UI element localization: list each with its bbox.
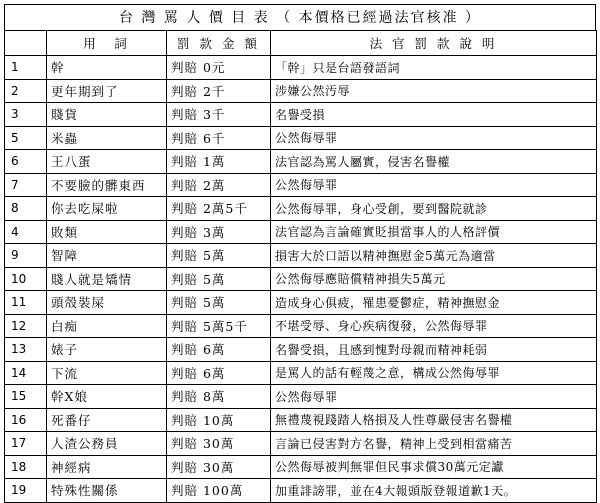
term-cell: 敗類 [47, 220, 167, 244]
rank-cell: 8 [5, 197, 47, 221]
rank-cell: 10 [5, 267, 47, 291]
penalty-cell: 判賠 2萬5千 [167, 197, 271, 221]
price-list-document [4, 4, 596, 499]
table-row [5, 314, 597, 338]
penalty-cell: 判賠 6萬 [167, 361, 271, 385]
explanation-cell: 加重誹謗罪，並在4大報頭版登報道歉1天。 [271, 479, 597, 503]
table-row [5, 197, 597, 221]
penalty-cell: 判賠 5萬 [167, 244, 271, 268]
explanation-cell: 是罵人的話有輕蔑之意，構成公然侮辱罪 [271, 361, 597, 385]
rank-cell: 19 [5, 479, 47, 503]
explanation-cell: 法官認為罵人屬實，侵害名譽權 [271, 150, 597, 174]
term-cell: 下流 [47, 361, 167, 385]
explanation-cell: 無禮蔑視踐踏人格損及人性尊嚴侵害名譽權 [271, 408, 597, 432]
table-row [5, 291, 597, 315]
term-cell: 神經病 [47, 455, 167, 479]
table-row [5, 361, 597, 385]
penalty-cell: 判賠 5萬 [167, 291, 271, 315]
term-cell: 特殊性關係 [47, 479, 167, 503]
rank-cell: 2 [5, 79, 47, 103]
term-cell: 米蟲 [47, 126, 167, 150]
rank-cell: 9 [5, 244, 47, 268]
term-cell: 頭殼裝屎 [47, 291, 167, 315]
penalty-cell: 判賠 6萬 [167, 338, 271, 362]
rank-cell: 6 [5, 150, 47, 174]
rank-cell: 17 [5, 432, 47, 456]
explanation-cell: 公然侮辱罪，身心受創，要到醫院就診 [271, 197, 597, 221]
penalty-cell: 判賠 8萬 [167, 385, 271, 409]
rank-cell: 15 [5, 385, 47, 409]
penalty-cell: 判賠 5萬 [167, 267, 271, 291]
explanation-cell: 損害大於口語以精神撫慰金5萬元為適當 [271, 244, 597, 268]
explanation-cell: 法官認為言論確實貶損當事人的人格評價 [271, 220, 597, 244]
penalty-cell: 判賠 5萬5千 [167, 314, 271, 338]
penalty-cell: 判賠 6千 [167, 126, 271, 150]
rank-cell: 16 [5, 408, 47, 432]
rank-cell: 7 [5, 173, 47, 197]
penalty-cell: 判賠 30萬 [167, 432, 271, 456]
explanation-cell: 造成身心俱疲，罹患憂鬱症，精神撫慰金 [271, 291, 597, 315]
penalty-cell: 判賠 0元 [167, 56, 271, 80]
term-cell: 王八蛋 [47, 150, 167, 174]
term-cell: 幹X娘 [47, 385, 167, 409]
table-row [5, 432, 597, 456]
header-penalty: 罰 款 金 額 [167, 31, 271, 56]
penalty-cell: 判賠 3萬 [167, 220, 271, 244]
explanation-cell: 言論已侵害對方名譽，精神上受到相當痛苦 [271, 432, 597, 456]
rank-cell: 3 [5, 103, 47, 127]
penalty-cell: 判賠 2萬 [167, 173, 271, 197]
table-row [5, 173, 597, 197]
table-row [5, 126, 597, 150]
table-title: 台 灣 罵 人 價 目 表 （ 本價格已經過法官核准 ） [4, 4, 596, 30]
term-cell: 智障 [47, 244, 167, 268]
penalty-cell: 判賠 1萬 [167, 150, 271, 174]
term-cell: 賤人就是矯情 [47, 267, 167, 291]
explanation-cell: 公然侮辱被判無罪但民事求償30萬元定讞 [271, 455, 597, 479]
explanation-cell: 公然侮辱罪 [271, 385, 597, 409]
table-row [5, 385, 597, 409]
rank-cell: 5 [5, 126, 47, 150]
table-row [5, 408, 597, 432]
rank-cell: 11 [5, 291, 47, 315]
penalty-cell: 判賠 3千 [167, 103, 271, 127]
penalty-cell: 判賠 10萬 [167, 408, 271, 432]
term-cell: 人渣公務員 [47, 432, 167, 456]
term-cell: 你去吃屎啦 [47, 197, 167, 221]
rank-cell: 1 [5, 56, 47, 80]
header-explanation: 法 官 罰 款 說 明 [271, 31, 597, 56]
header-rank [5, 31, 47, 56]
explanation-cell: 名譽受損 [271, 103, 597, 127]
term-cell: 婊子 [47, 338, 167, 362]
table-row [5, 455, 597, 479]
price-table [4, 30, 597, 503]
term-cell: 幹 [47, 56, 167, 80]
penalty-cell: 判賠 30萬 [167, 455, 271, 479]
table-row [5, 479, 597, 503]
table-row [5, 150, 597, 174]
table-row [5, 338, 597, 362]
explanation-cell: 公然侮辱罪 [271, 126, 597, 150]
rank-cell: 4 [5, 220, 47, 244]
table-row [5, 79, 597, 103]
table-row [5, 56, 597, 80]
penalty-cell: 判賠 100萬 [167, 479, 271, 503]
table-row [5, 244, 597, 268]
explanation-cell: 「幹」只是台語發語詞 [271, 56, 597, 80]
term-cell: 死番仔 [47, 408, 167, 432]
explanation-cell: 公然侮辱罪 [271, 173, 597, 197]
explanation-cell: 名譽受損，且感到愧對母親而精神耗弱 [271, 338, 597, 362]
rank-cell: 14 [5, 361, 47, 385]
rank-cell: 18 [5, 455, 47, 479]
header-term: 用 詞 [47, 31, 167, 56]
rank-cell: 13 [5, 338, 47, 362]
penalty-cell: 判賠 2千 [167, 79, 271, 103]
explanation-cell: 公然侮辱應賠償精神損失5萬元 [271, 267, 597, 291]
term-cell: 白痴 [47, 314, 167, 338]
term-cell: 更年期到了 [47, 79, 167, 103]
table-row [5, 267, 597, 291]
term-cell: 不要臉的髒東西 [47, 173, 167, 197]
term-cell: 賤貨 [47, 103, 167, 127]
explanation-cell: 涉嫌公然汚辱 [271, 79, 597, 103]
header-row [5, 31, 597, 56]
explanation-cell: 不堪受辱、身心疾病復發，公然侮辱罪 [271, 314, 597, 338]
table-row [5, 103, 597, 127]
rank-cell: 12 [5, 314, 47, 338]
table-row [5, 220, 597, 244]
